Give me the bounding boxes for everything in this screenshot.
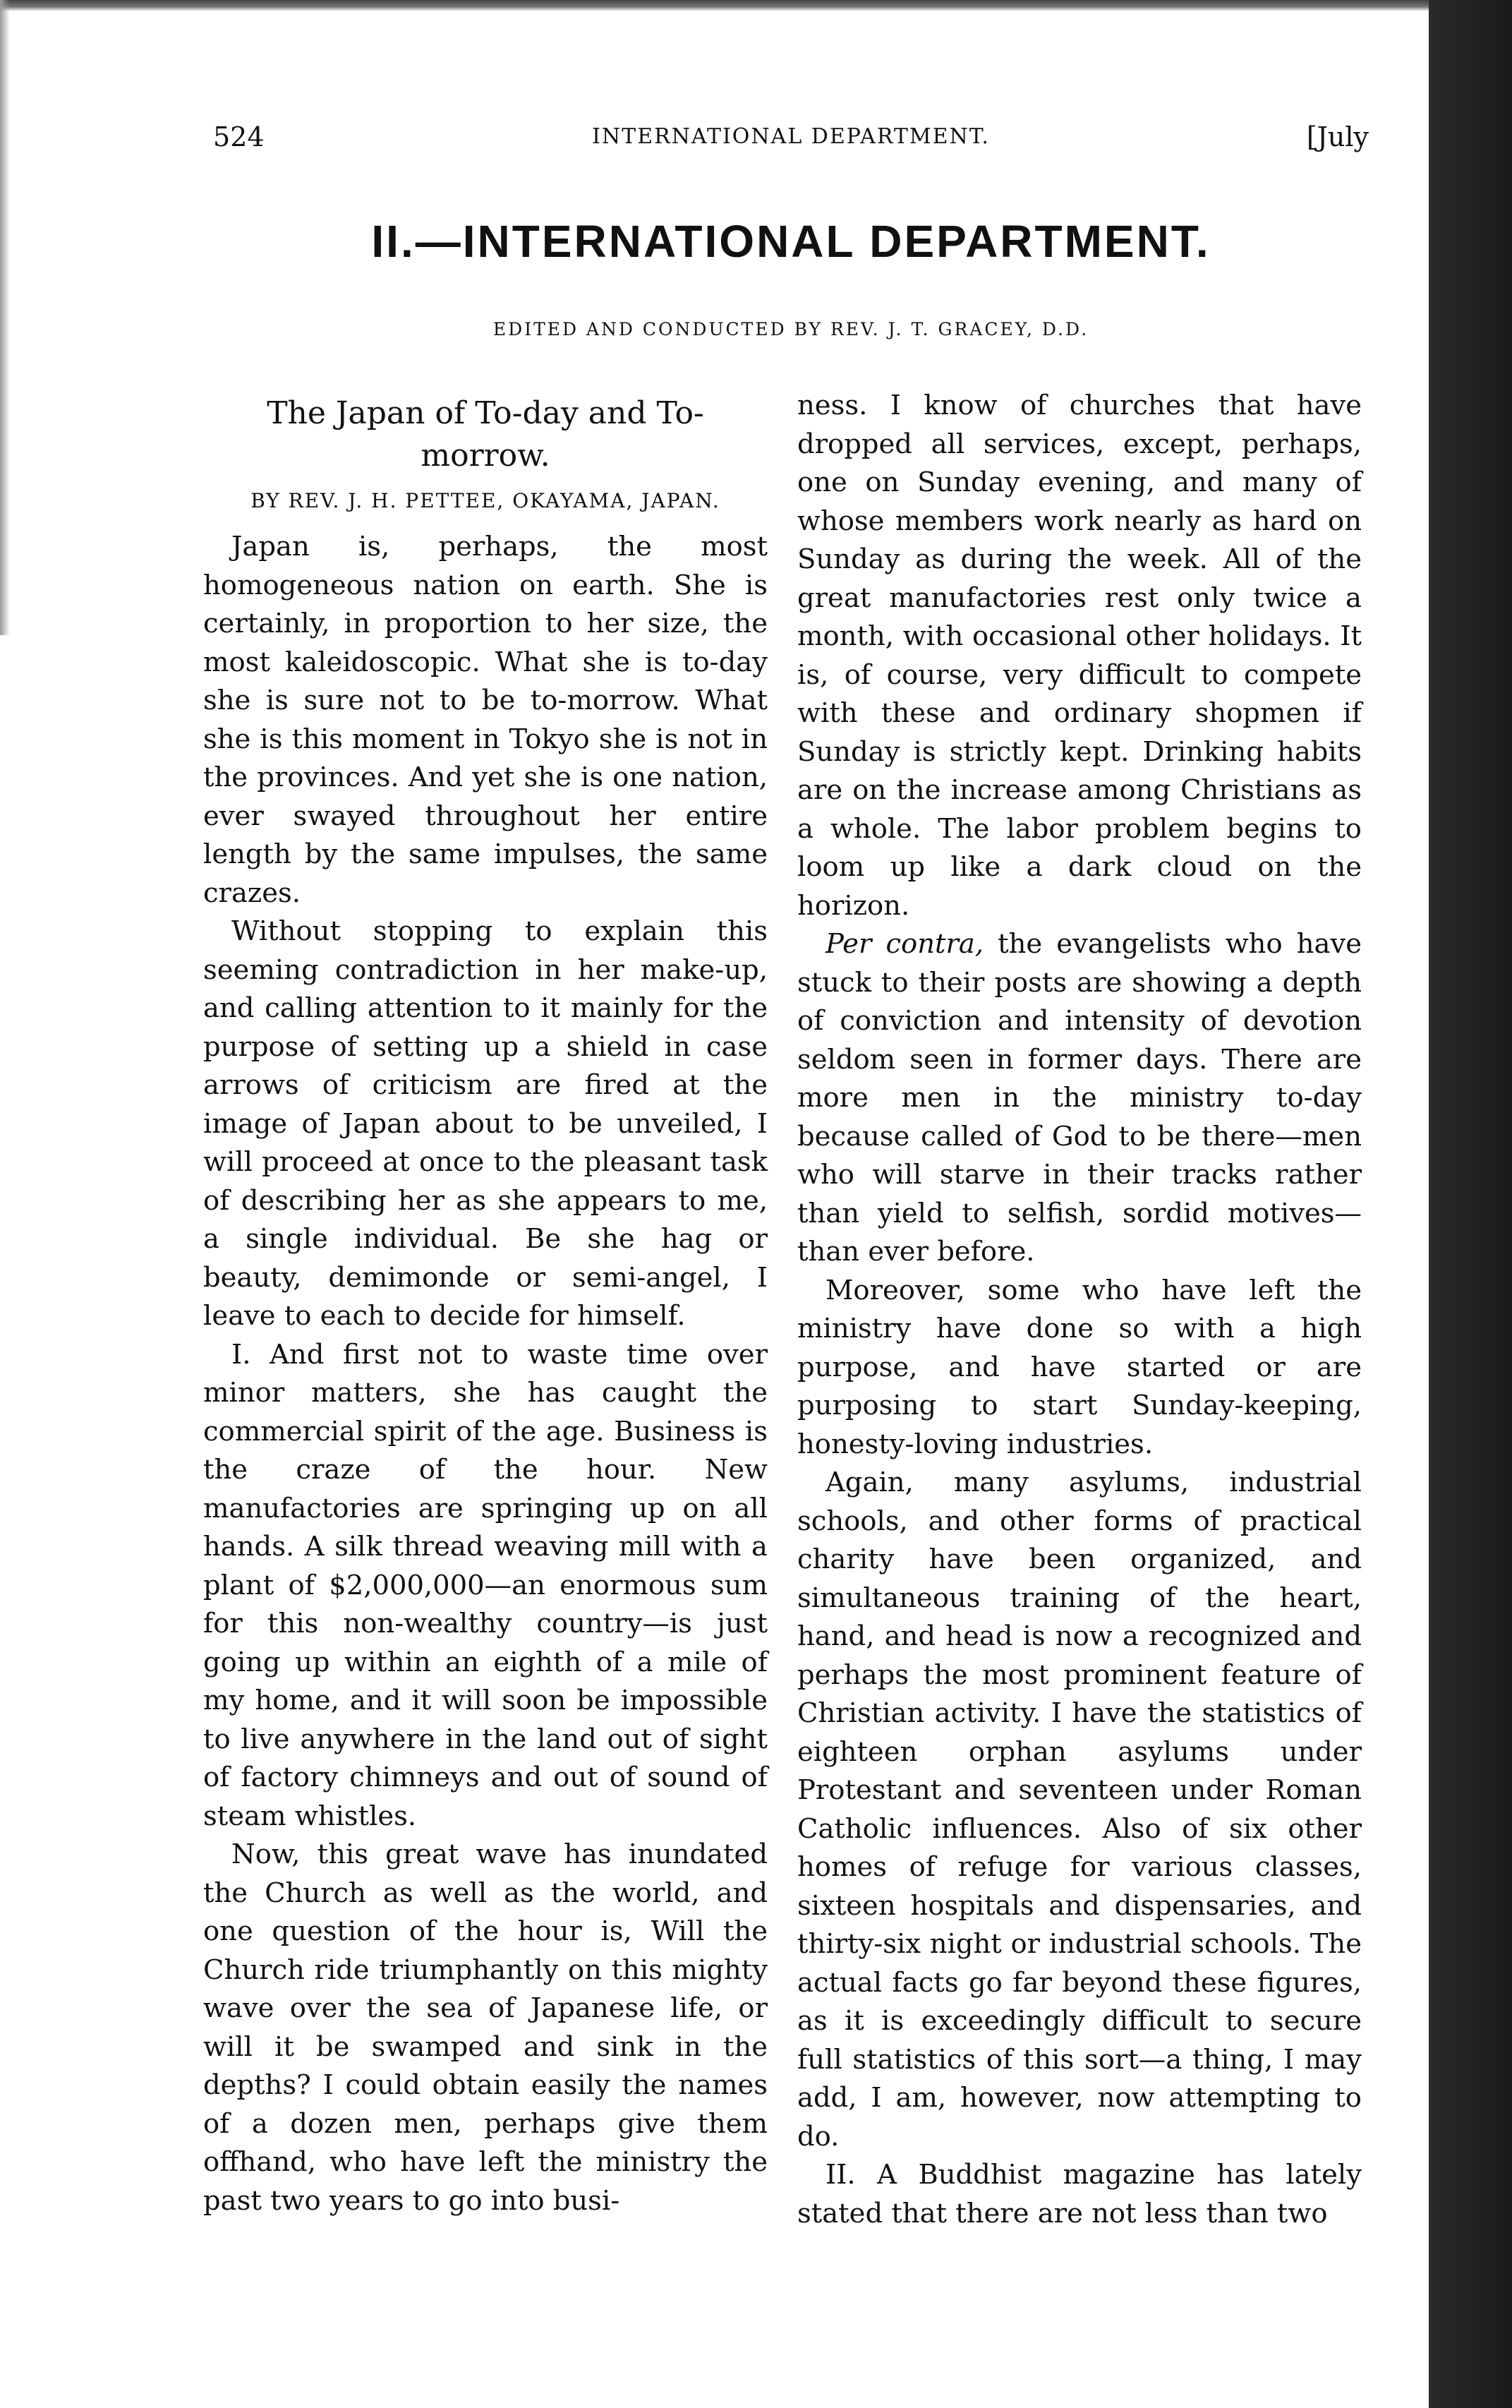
paragraph: Moreover, some who have left the ministry have done so with a high purpose, and have started or are purposing to start Sunday-keeping, honesty-loving industries. (797, 1274, 1362, 1460)
paragraph-continuation: ness. I know of churches that have dropped all services, except, perhaps, one on Sunday evening, and many of whose members work nearly as hard on Sunday as during the week. All of the great manufactories rest only twice a month, with occasional other holidays. It is, of course, very difficult to compete with these and ordinary shopmen if Sunday is strictly kept. Drinking habits are on the increase among Christians as a whole. The labor problem begins to loom up like a dark cloud on the horizon. (797, 390, 1362, 922)
paragraph: Without stopping to explain this seeming contradiction in her make-up, and calling attention to it mainly for the purpose of setting up a shield in case arrows of criticism are fired at the image of Japan about to be unveiled, I will proceed at once to the pleasant task of describing her as she appears to me, a single individual. Be she hag or beauty, demimonde or semi-angel, I leave to each to decide for himself. (203, 915, 768, 1332)
running-head (213, 121, 1369, 164)
left-column (203, 387, 768, 2220)
scan-edge-left (0, 0, 10, 635)
article-byline: BY REV. J. H. PETTEE, OKAYAMA, JAPAN. (250, 489, 720, 512)
editor-line: EDITED AND CONDUCTED BY REV. J. T. GRACEY, D.D. (492, 319, 1089, 339)
paragraph: Now, this great wave has inundated the Church as well as the world, and one question of the hour is, Will the Church ride triumphantly on this mighty wave over the sea of Japanese life, or will it be swamped and sink in the depths? I could obtain easily the names of a dozen men, perhaps give them offhand, who have left the ministry the past two years to go into busi- (203, 1838, 768, 2217)
scan-edge-right (1429, 0, 1512, 2408)
running-month: [July (1306, 121, 1369, 152)
per-contra-lead: Per contra, (825, 928, 984, 960)
paragraph: I. And first not to waste time over minor matters, she has caught the commercial spirit of the age. Business is the craze of the hour. New manufactories are springing up on all hands. A silk thread weaving mill with a plant of $2,000,000—an enormous sum for this non-wealthy country—is just going up within an eighth of a mile of my home, and it will soon be impossible to live anywhere in the land out of sight of factory chimneys and out of sound of steam whistles. (203, 1338, 768, 1832)
paragraph: Again, many asylums, industrial schools, and other forms of practical charity have been organized, and simultaneous training of the heart, hand, and head is now a recognized and perhaps the most prominent feature of Christian activity. I have the statistics of eighteen orphan asylums under Protestant and seventeen under Roman Catholic influences. Also of six other homes of refuge for various classes, sixteen hospitals and dispensaries, and thirty-six night or industrial schools. The actual facts go far beyond these figures, as it is exceedingly difficult to secure full statistics of this sort—a thing, I may add, I am, however, now attempting to do. (797, 1467, 1362, 2153)
department-title: II.—INTERNATIONAL DEPARTMENT. (371, 216, 1211, 267)
paragraph: Japan is, perhaps, the most homogeneous nation on earth. She is certainly, in proportion to her size, the most kaleidoscopic. What she is to-day she is sure not to be to-morrow. What she is this moment in Tokyo she is not in the provinces. And yet she is one nation, ever swayed throughout her entire length by the same impulses, the same crazes. (203, 531, 768, 909)
per-contra-text: the evangelists who have stuck to their posts are showing a depth of conviction and intensity of devotion seldom seen in former days. There are more men in the ministry to-day because called of God to be there—men who will starve in their tracks rather than yield to selfish, sordid motives—than ever before. (797, 928, 1362, 1268)
running-section-title: INTERNATIONAL DEPARTMENT. (592, 124, 990, 149)
paragraph: II. A Buddhist magazine has lately stated that there are not less than two (797, 2159, 1362, 2229)
article-title: The Japan of To-day and To-morrow. (267, 395, 704, 474)
scan-edge-top (0, 0, 1512, 11)
paragraph-per-contra (797, 925, 1362, 1272)
page-number: 524 (213, 121, 265, 152)
right-column (797, 387, 1362, 2233)
